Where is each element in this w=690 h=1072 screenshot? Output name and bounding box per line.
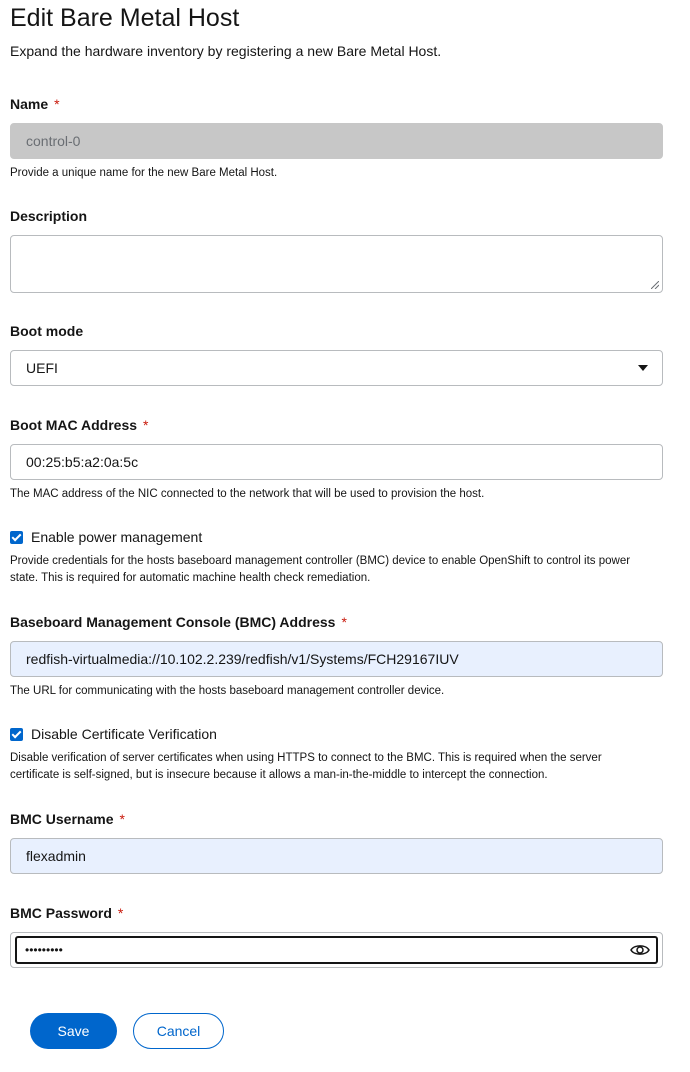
name-label bbox=[10, 96, 60, 112]
bmc-username-label-text: BMC Username bbox=[10, 811, 114, 827]
power-management-label: Enable power management bbox=[31, 529, 203, 545]
required-marker: * bbox=[341, 614, 347, 630]
required-marker: * bbox=[119, 811, 125, 827]
bmc-password-input[interactable] bbox=[15, 936, 658, 964]
name-label-text: Name bbox=[10, 96, 49, 112]
save-button[interactable]: Save bbox=[30, 1013, 117, 1049]
description-label: Description bbox=[10, 208, 88, 224]
bmc-username-value: flexadmin bbox=[26, 848, 86, 864]
bmc-address-helper: The URL for communicating with the hosts baseboard management controller device. bbox=[10, 685, 445, 697]
disable-cert-helper: Disable verification of server certificates when using HTTPS to connect to the BMC. This is required when the server certificate is self-signed, but is insecure because it allows a man-in-the-middle to intercept the connection. bbox=[10, 752, 602, 781]
bmc-username-label bbox=[10, 811, 125, 827]
required-marker: * bbox=[143, 417, 149, 433]
bmc-address-value: redfish-virtualmedia://10.102.2.239/redfish/v1/Systems/FCH29167IUV bbox=[26, 651, 459, 667]
power-management-checkbox[interactable] bbox=[10, 531, 23, 544]
name-helper: Provide a unique name for the new Bare Metal Host. bbox=[10, 167, 278, 179]
name-input bbox=[10, 123, 663, 159]
disable-cert-label: Disable Certificate Verification bbox=[31, 726, 217, 742]
bmc-password-label-text: BMC Password bbox=[10, 905, 112, 921]
power-management-row[interactable] bbox=[10, 529, 202, 545]
page-title: Edit Bare Metal Host bbox=[10, 4, 240, 32]
cancel-button[interactable]: Cancel bbox=[133, 1013, 224, 1049]
caret-down-icon bbox=[638, 365, 648, 371]
bmc-address-label-text: Baseboard Management Console (BMC) Address bbox=[10, 614, 336, 630]
description-textarea[interactable] bbox=[10, 235, 663, 293]
boot-mac-input[interactable] bbox=[10, 444, 663, 480]
boot-mac-label bbox=[10, 417, 149, 433]
disable-cert-row[interactable] bbox=[10, 726, 217, 742]
boot-mode-select[interactable] bbox=[10, 350, 663, 386]
bmc-address-input[interactable] bbox=[10, 641, 663, 677]
disable-cert-checkbox[interactable] bbox=[10, 728, 23, 741]
boot-mode-label: Boot mode bbox=[10, 323, 84, 339]
eye-icon[interactable] bbox=[630, 943, 650, 957]
bmc-address-label bbox=[10, 614, 347, 630]
boot-mac-helper: The MAC address of the NIC connected to the network that will be used to provision the host. bbox=[10, 488, 485, 500]
boot-mode-value: UEFI bbox=[26, 360, 58, 376]
bmc-password-value: ••••••••• bbox=[25, 943, 63, 957]
required-marker: * bbox=[117, 905, 124, 921]
bmc-password-label bbox=[10, 905, 123, 921]
required-marker: * bbox=[54, 96, 60, 112]
power-management-helper: Provide credentials for the hosts baseboard management controller (BMC) device to enable OpenShift to control its power state. This is required for automatic machine health check remediation. bbox=[10, 555, 631, 584]
boot-mac-label-text: Boot MAC Address bbox=[10, 417, 138, 433]
resize-grip-icon[interactable] bbox=[651, 281, 659, 289]
bmc-password-field bbox=[10, 932, 663, 968]
boot-mac-value: 00:25:b5:a2:0a:5c bbox=[26, 454, 139, 470]
page-subtitle: Expand the hardware inventory by registering a new Bare Metal Host. bbox=[10, 43, 442, 59]
bmc-username-input[interactable] bbox=[10, 838, 663, 874]
name-value: control-0 bbox=[26, 133, 81, 149]
